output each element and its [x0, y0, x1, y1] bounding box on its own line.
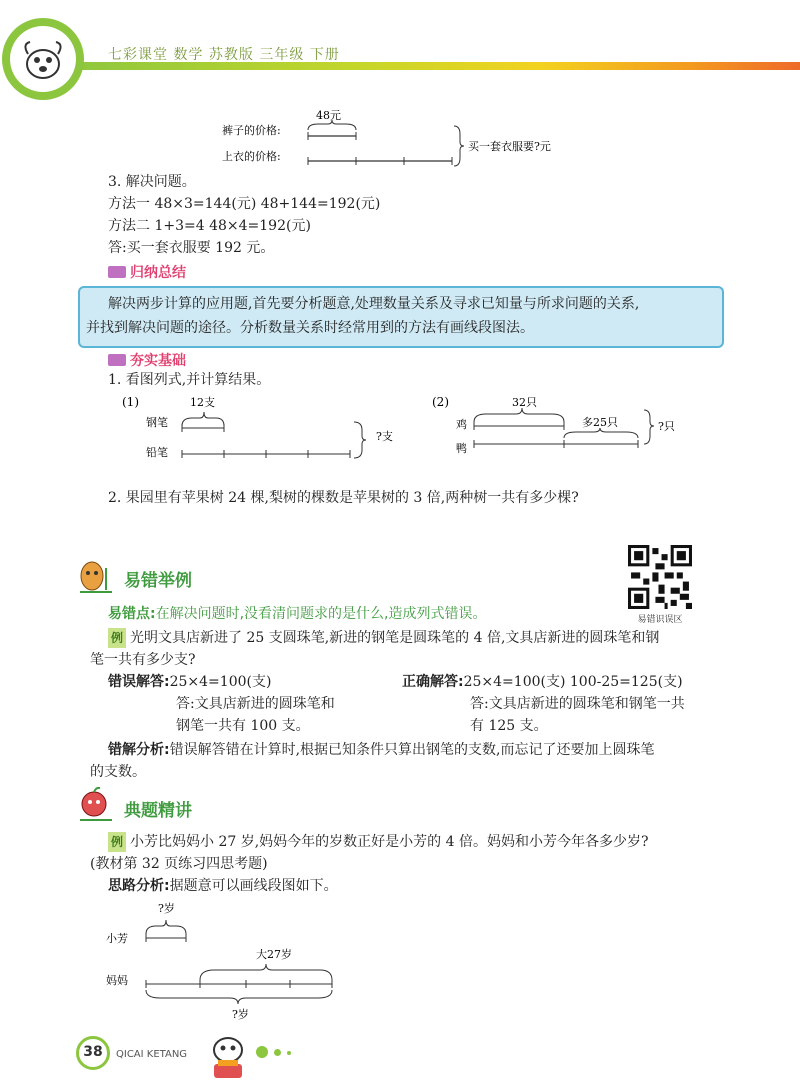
example-badge: 例: [108, 832, 126, 852]
mistake-title: 易错举例: [124, 571, 192, 591]
fig1-question: ?支: [376, 430, 393, 443]
wrong-calc: 25×4=100(支): [169, 674, 272, 690]
example-badge: 例: [108, 628, 126, 648]
age-row1: 小芳: [106, 932, 128, 945]
summary-line-1: 解决两步计算的应用题,首先要分析题意,处理数量关系及寻求已知量与所求问题的关系,: [108, 296, 640, 312]
mistake-point: [108, 604, 487, 624]
fig2-row2: 鸭: [456, 442, 467, 455]
fig1-row2: 铅笔: [146, 446, 168, 459]
page-number: 38: [83, 1044, 103, 1060]
header-logo: [10, 26, 76, 92]
think-label: 思路分析:: [108, 878, 170, 894]
figure-pens: [120, 392, 420, 464]
age-row2: 妈妈: [106, 974, 128, 987]
right-label: 正确解答:: [402, 674, 464, 690]
footer-brand: QICAI KETANG: [116, 1049, 188, 1060]
classic-title: 典题精讲: [124, 801, 192, 821]
basics-heading: 夯实基础: [108, 350, 186, 370]
age-bottom-label: ?岁: [232, 1008, 249, 1021]
analysis-label: 错解分析:: [108, 742, 170, 758]
price-diagram: [220, 104, 580, 168]
age-diagram: [100, 898, 400, 1022]
summary-heading: 归纳总结: [108, 262, 186, 282]
price-label: 48元: [316, 109, 341, 122]
label-shirt: 上衣的价格:: [222, 150, 281, 163]
qr-code-icon[interactable]: [628, 545, 692, 609]
mistake-point-text: 在解决问题时,没看清问题求的是什么,造成列式错误。: [155, 606, 487, 622]
qr-caption: 易错识误区: [637, 615, 683, 625]
diagram-question: 买一套衣服要?元: [468, 140, 551, 153]
question-2: 2. 果园里有苹果树 24 棵,梨树的棵数是苹果树的 3 倍,两种树一共有多少棵?: [108, 490, 579, 506]
apple-mascot-icon: [76, 786, 116, 822]
summary-line-2: 并找到解决问题的途径。分析数量关系时经常用到的方法有画线段图法。: [86, 320, 534, 336]
age-top-label: ?岁: [158, 902, 175, 915]
fig1-row1: 钢笔: [146, 416, 168, 429]
footer-dot-small: [287, 1051, 291, 1055]
right-calc: 25×4=100(支) 100-25=125(支): [463, 674, 683, 690]
wrong-solution: [108, 672, 271, 692]
mistake-example-line-2: 笔一共有多少支?: [90, 652, 196, 668]
mistake-analysis-line-2: 的支数。: [90, 764, 146, 780]
mistake-analysis-line-1: 错解分析:错误解答错在计算时,根据已知条件只算出钢笔的支数,而忘记了还要加上圆珠笔: [108, 742, 655, 758]
fig1-number: (1): [122, 395, 139, 409]
age-diff-label: 大27岁: [256, 948, 292, 961]
fig2-question: ?只: [658, 420, 675, 433]
fig2-number: (2): [432, 395, 449, 409]
fig1-top: 12支: [190, 396, 215, 409]
right-solution: [402, 672, 683, 692]
mistake-point-label: 易错点:: [108, 606, 156, 622]
solve-heading: 3. 解决问题。: [108, 174, 196, 190]
question-1: 1. 看图列式,并计算结果。: [108, 372, 271, 388]
book-icon: [108, 266, 126, 278]
classic-line-2: (教材第 32 页练习四思考题): [90, 856, 268, 872]
book-icon: [108, 354, 126, 366]
figure-birds: [430, 392, 710, 464]
footer-dot-medium: [274, 1049, 281, 1056]
fig2-top: 32只: [512, 396, 537, 409]
fig2-more: 多25只: [582, 416, 618, 429]
classic-line-1: 例 小芳比妈妈小 27 岁,妈妈今年的岁数正好是小芳的 4 倍。妈妈和小芳今年各多少岁?: [108, 832, 649, 852]
mascot-icon: [10, 26, 76, 92]
footer-dot-large: [256, 1046, 268, 1058]
footer-mascot-icon: [204, 1030, 252, 1082]
label-pants: 裤子的价格:: [222, 124, 281, 137]
mistake-example-line-1: 例 光明文具店新进了 25 支圆珠笔,新进的钢笔是圆珠笔的 4 倍,文具店新进的圆珠笔和钢: [108, 628, 659, 648]
classic-think: 思路分析:据题意可以画线段图如下。: [108, 878, 338, 894]
wrong-answer-1: 答:文具店新进的圆珠笔和: [176, 696, 335, 712]
wrong-label: 错误解答:: [108, 674, 170, 690]
header-title: 七彩课堂 数学 苏教版 三年级 下册: [108, 47, 340, 63]
fig2-row1: 鸡: [456, 418, 467, 431]
method-one: 方法一 48×3=144(元) 48+144=192(元): [108, 196, 381, 212]
right-answer-1: 答:文具店新进的圆珠笔和钢笔一共: [470, 696, 685, 712]
wrong-answer-2: 钢笔一共有 100 支。: [176, 718, 310, 734]
egg-mascot-icon: [76, 558, 116, 594]
solve-answer: 答:买一套衣服要 192 元。: [108, 240, 275, 256]
method-two: 方法二 1+3=4 48×4=192(元): [108, 218, 311, 234]
right-answer-2: 有 125 支。: [470, 718, 548, 734]
